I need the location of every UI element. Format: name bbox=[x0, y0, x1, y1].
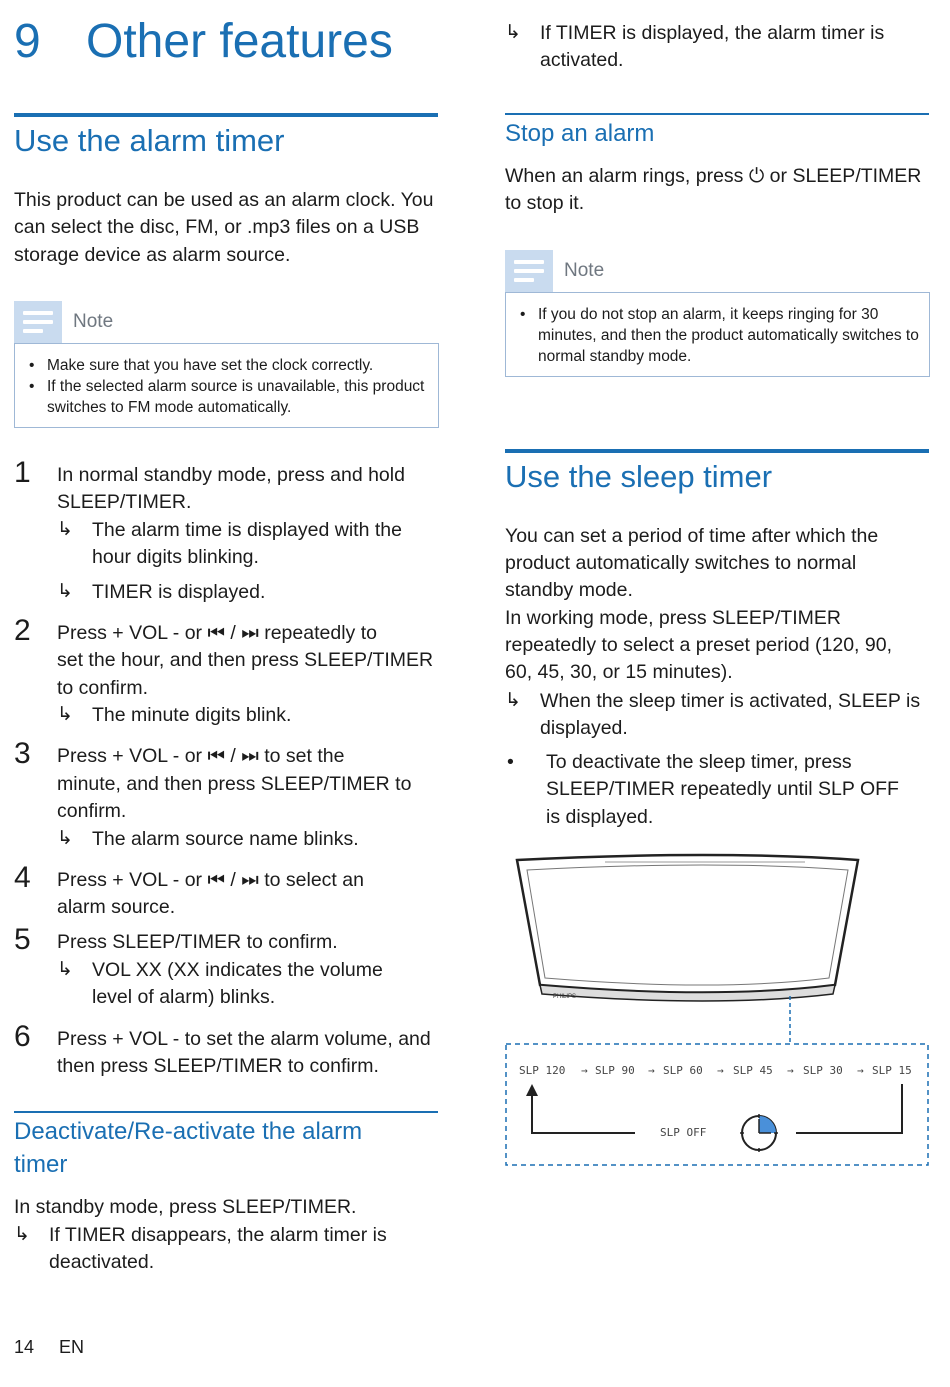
result-arrow-icon: ↳ bbox=[57, 519, 73, 540]
step-number: 1 bbox=[14, 456, 31, 489]
sleep-sequence-item: SLP 90 bbox=[595, 1064, 635, 1077]
deactivate-result: deactivated. bbox=[49, 1251, 155, 1273]
result-arrow-icon: ↳ bbox=[57, 581, 73, 602]
sleep-line: 60, 45, 30, or 15 minutes). bbox=[505, 661, 733, 683]
chapter-number: 9 bbox=[14, 15, 41, 68]
step-line: alarm source. bbox=[57, 896, 176, 918]
step-line: Press + VOL - or ⏮ / ⏭ to select an bbox=[57, 869, 364, 891]
deactivate-heading: timer bbox=[14, 1151, 68, 1178]
section-rule bbox=[14, 113, 438, 117]
sleep-line: repeatedly to select a preset period (120, 90, bbox=[505, 634, 892, 656]
step-line: Press + VOL - or ⏮ / ⏭ to set the bbox=[57, 745, 345, 767]
note-item: • If the selected alarm source is unavailable, this product bbox=[25, 376, 435, 397]
sleep-off-label: SLP OFF bbox=[660, 1126, 707, 1139]
sleep-sequence-item: SLP 120 bbox=[519, 1064, 566, 1077]
sleep-result: displayed. bbox=[540, 717, 628, 739]
note-item: • If you do not stop an alarm, it keeps ringing for 30 bbox=[516, 304, 926, 325]
step-line: SLEEP/TIMER. bbox=[57, 491, 192, 513]
step-line: set the hour, and then press SLEEP/TIMER bbox=[57, 649, 434, 671]
alarm-intro-line: can select the disc, FM, or .mp3 files on a USB bbox=[14, 216, 420, 238]
step-line: minute, and then press SLEEP/TIMER to bbox=[57, 773, 412, 795]
sleep-sequence-item: SLP 45 bbox=[733, 1064, 773, 1077]
step-result: TIMER is displayed. bbox=[92, 581, 266, 603]
note-item-cont: normal standby mode. bbox=[538, 348, 692, 365]
sleep-sequence-item: SLP 30 bbox=[803, 1064, 843, 1077]
result-arrow-icon: ↳ bbox=[57, 959, 73, 980]
sleep-line: In working mode, press SLEEP/TIMER bbox=[505, 607, 841, 629]
sleep-bullet: To deactivate the sleep timer, press bbox=[546, 751, 852, 773]
subsection-rule bbox=[505, 113, 929, 115]
device-illustration bbox=[505, 850, 930, 1170]
bullet-dot: • bbox=[507, 751, 514, 773]
sleep-bullet: SLEEP/TIMER repeatedly until SLP OFF bbox=[546, 778, 899, 800]
step-line: to confirm. bbox=[57, 677, 149, 699]
deactivate-result: If TIMER disappears, the alarm timer is bbox=[49, 1224, 387, 1246]
result-arrow-icon: ↳ bbox=[505, 22, 521, 43]
sleep-heading: Use the sleep timer bbox=[505, 459, 773, 494]
sleep-sequence-item: SLP 15 bbox=[872, 1064, 912, 1077]
step-number: 5 bbox=[14, 923, 31, 956]
arrow-icon: → bbox=[787, 1064, 794, 1077]
step-number: 3 bbox=[14, 737, 31, 770]
result-arrow-icon: ↳ bbox=[505, 690, 521, 711]
note-item-cont: minutes, and then the product automatically switches to bbox=[538, 327, 919, 344]
subsection-rule bbox=[14, 1111, 438, 1113]
alarm-intro-line: storage device as alarm source. bbox=[14, 244, 291, 266]
note-item: • Make sure that you have set the clock correctly. bbox=[25, 355, 435, 376]
note-icon bbox=[14, 301, 62, 343]
step-result: VOL XX (XX indicates the volume bbox=[92, 959, 383, 981]
sleep-result: When the sleep timer is activated, SLEEP is bbox=[540, 690, 921, 712]
step-result: hour digits blinking. bbox=[92, 546, 259, 568]
note-label: Note bbox=[564, 260, 605, 281]
note-label: Note bbox=[73, 311, 114, 332]
step-result: level of alarm) blinks. bbox=[92, 986, 276, 1008]
deactivate-line: In standby mode, press SLEEP/TIMER. bbox=[14, 1196, 357, 1218]
page-number: 14 bbox=[14, 1337, 35, 1357]
stop-line: to stop it. bbox=[505, 192, 585, 214]
activated-result: activated. bbox=[540, 49, 624, 71]
result-arrow-icon: ↳ bbox=[14, 1224, 30, 1245]
step-line: confirm. bbox=[57, 800, 127, 822]
activated-result: If TIMER is displayed, the alarm timer is bbox=[540, 22, 885, 44]
step-number: 2 bbox=[14, 614, 31, 647]
step-number: 4 bbox=[14, 861, 31, 894]
stop-heading: Stop an alarm bbox=[505, 120, 655, 147]
note-box bbox=[14, 343, 439, 428]
section-rule bbox=[505, 449, 929, 453]
sleep-line: product automatically switches to normal bbox=[505, 552, 857, 574]
step-line: then press SLEEP/TIMER to confirm. bbox=[57, 1055, 379, 1077]
timer-clock-icon bbox=[740, 1114, 778, 1152]
sleep-line: You can set a period of time after which the bbox=[505, 525, 879, 547]
arrow-icon: → bbox=[857, 1064, 864, 1077]
step-result: The alarm source name blinks. bbox=[92, 828, 359, 850]
step-line: Press SLEEP/TIMER to confirm. bbox=[57, 931, 338, 953]
deactivate-heading: Deactivate/Re-activate the alarm bbox=[14, 1118, 363, 1145]
step-result: The alarm time is displayed with the bbox=[92, 519, 402, 541]
arrow-icon: → bbox=[581, 1064, 588, 1077]
alarm-intro-line: This product can be used as an alarm clock. You bbox=[14, 189, 434, 211]
step-line: Press + VOL - or ⏮ / ⏭ repeatedly to bbox=[57, 622, 377, 644]
sleep-line: standby mode. bbox=[505, 579, 633, 601]
result-arrow-icon: ↳ bbox=[57, 704, 73, 725]
note-icon bbox=[505, 250, 553, 292]
brand-logo: PHILIPS bbox=[553, 994, 577, 1000]
language-code: EN bbox=[59, 1337, 85, 1357]
alarm-heading: Use the alarm timer bbox=[14, 123, 285, 158]
sleep-sequence-item: SLP 60 bbox=[663, 1064, 703, 1077]
arrow-icon: → bbox=[717, 1064, 724, 1077]
step-result: The minute digits blink. bbox=[92, 704, 292, 726]
note-box bbox=[505, 292, 930, 377]
chapter-title: Other features bbox=[86, 15, 393, 68]
step-line: Press + VOL - to set the alarm volume, and bbox=[57, 1028, 431, 1050]
note-item-cont: switches to FM mode automatically. bbox=[47, 399, 292, 416]
arrow-icon: → bbox=[648, 1064, 655, 1077]
step-line: In normal standby mode, press and hold bbox=[57, 464, 405, 486]
result-arrow-icon: ↳ bbox=[57, 828, 73, 849]
stop-line: When an alarm rings, press ⏻ or SLEEP/TIMER bbox=[505, 165, 922, 187]
step-number: 6 bbox=[14, 1020, 31, 1053]
sleep-bullet: is displayed. bbox=[546, 806, 654, 828]
